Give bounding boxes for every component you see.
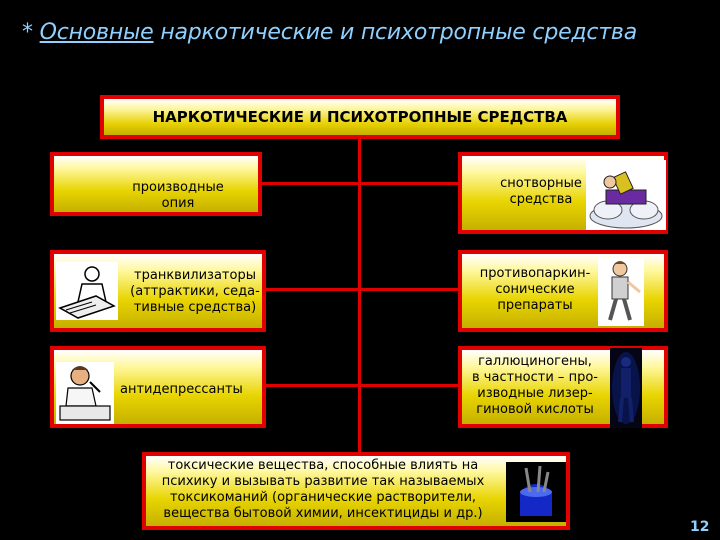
connector-left-2 (264, 288, 360, 291)
burning-can-icon (506, 462, 566, 522)
root-node: НАРКОТИЧЕСКИЕ И ПСИХОТРОПНЫЕ СРЕДСТВА (100, 95, 620, 139)
worried-person-icon (56, 362, 114, 424)
writing-person-icon (56, 262, 118, 320)
connector-left-1 (260, 182, 360, 185)
connector-right-1 (358, 182, 460, 185)
title-underlined-word: Основные (39, 20, 154, 45)
node-line: вещества бытовой химии, инсектициды и др.) (163, 506, 483, 521)
sleeping-person-icon (586, 160, 666, 230)
node-line: токсические вещества, способные влиять на (167, 458, 479, 473)
node-opium-derivatives (50, 152, 262, 216)
page-number: 12 (690, 519, 710, 535)
node-line: изводные лизер- (477, 386, 593, 401)
walking-person-icon (598, 258, 644, 326)
node-line: гиновой кислоты (476, 402, 594, 417)
node-line: препараты (497, 298, 573, 313)
trunk-line (358, 139, 361, 460)
shadow-figure-icon (610, 348, 642, 428)
node-line: антидепрессанты (120, 382, 243, 397)
node-line: транквилизаторы (134, 268, 256, 283)
node-line: средства (509, 192, 573, 207)
connector-right-2 (358, 288, 460, 291)
node-line: психику и вызывать развитие так называемых (161, 474, 485, 489)
connector-right-3 (358, 384, 460, 387)
node-line: опия (161, 196, 195, 211)
connector-left-3 (264, 384, 360, 387)
node-line: снотворные (500, 176, 582, 191)
node-line: противопаркин- (479, 266, 591, 281)
node-line: тивные средства) (133, 300, 257, 315)
node-line: производные (132, 180, 224, 195)
node-line: галлюциногены, (478, 354, 592, 369)
title-marker: * (22, 20, 33, 45)
node-line: в частности – про- (472, 370, 598, 385)
node-line: (аттрактики, седа- (130, 284, 260, 299)
title-rest: наркотические и психотропные средства (160, 20, 637, 45)
node-line: сонические (495, 282, 575, 297)
slide-title (22, 20, 637, 45)
node-line: токсикоманий (органические растворители, (169, 490, 477, 505)
